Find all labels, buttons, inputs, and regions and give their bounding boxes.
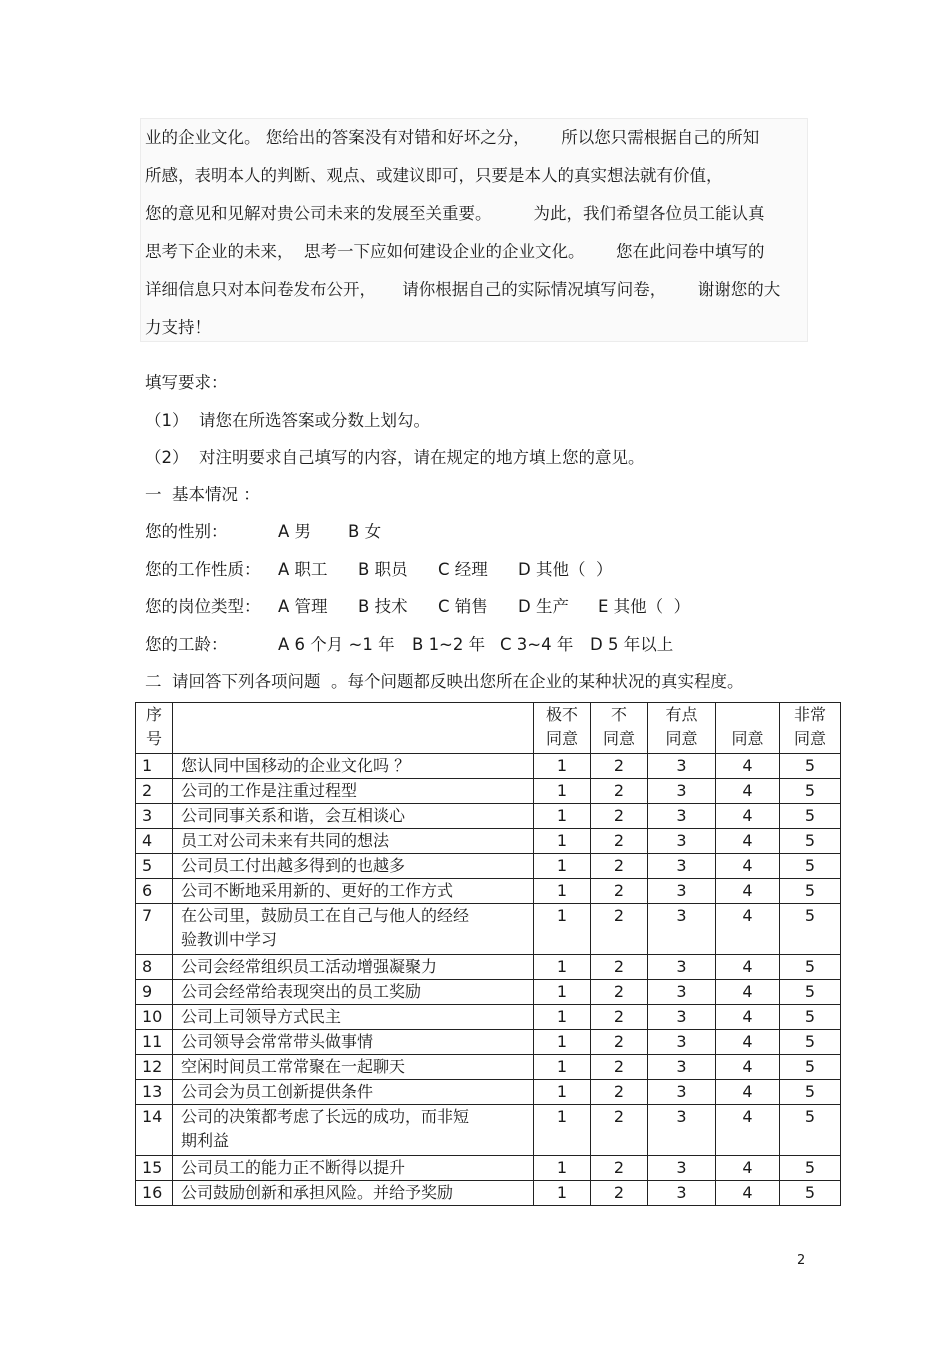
score-option-2[interactable]: 2 — [591, 1055, 648, 1080]
score-option-4[interactable]: 4 — [716, 829, 780, 854]
question-line: 公司同事关系和谐，会互相谈心 — [181, 806, 406, 825]
score-option-4[interactable]: 4 — [716, 854, 780, 879]
row-number: 2 — [136, 779, 173, 804]
score-option-5[interactable]: 5 — [780, 804, 841, 829]
score-option-3[interactable]: 3 — [648, 1055, 716, 1080]
score-option-2[interactable]: 2 — [591, 854, 648, 879]
section2-title: 二 请回答下列各项问题 。每个问题都反映出您所在企业的某种状况的真实程度。 — [145, 672, 744, 691]
intro-paragraph — [140, 118, 808, 342]
question-text — [173, 779, 534, 804]
table-row — [136, 955, 841, 980]
intro-line: 业的企业文化。 您给出的答案没有对错和好坏之分， 所以您只需根据自己的所知 — [145, 128, 760, 147]
question-text — [173, 1105, 534, 1156]
question-line: 公司不断地采用新的、更好的工作方式 — [181, 881, 454, 900]
question-line: 公司鼓励创新和承担风险。并给予奖励 — [181, 1183, 454, 1202]
position-option[interactable]: B 技术 — [358, 597, 408, 616]
table-row — [136, 1105, 841, 1156]
score-option-4[interactable]: 4 — [716, 804, 780, 829]
table-row — [136, 854, 841, 879]
score-option-3[interactable]: 3 — [648, 980, 716, 1005]
score-option-1[interactable]: 1 — [534, 1156, 591, 1181]
intro-line: 力支持！ — [145, 318, 211, 337]
row-number: 12 — [136, 1055, 173, 1080]
question-line: 空闲时间员工常常聚在一起聊天 — [181, 1057, 406, 1076]
score-option-2[interactable]: 2 — [591, 904, 648, 955]
row-number: 14 — [136, 1105, 173, 1156]
score-option-4[interactable]: 4 — [716, 1030, 780, 1055]
score-option-4[interactable]: 4 — [716, 904, 780, 955]
header-score-2: 不 同意 — [591, 703, 648, 754]
table-row — [136, 1156, 841, 1181]
score-option-2[interactable]: 2 — [591, 980, 648, 1005]
table-row — [136, 1055, 841, 1080]
score-option-2[interactable]: 2 — [591, 754, 648, 779]
score-option-1[interactable]: 1 — [534, 955, 591, 980]
score-option-5[interactable]: 5 — [780, 1080, 841, 1105]
survey-table — [135, 702, 841, 1206]
score-option-5[interactable]: 5 — [780, 904, 841, 955]
gender-option[interactable]: A 男 — [278, 522, 312, 541]
row-number: 5 — [136, 854, 173, 879]
score-option-2[interactable]: 2 — [591, 1080, 648, 1105]
score-option-1[interactable]: 1 — [534, 904, 591, 955]
score-option-2[interactable]: 2 — [591, 1030, 648, 1055]
score-option-3[interactable]: 3 — [648, 879, 716, 904]
score-option-2[interactable]: 2 — [591, 955, 648, 980]
header-score-5: 非常 同意 — [780, 703, 841, 754]
score-option-3[interactable]: 3 — [648, 779, 716, 804]
position-option[interactable]: E 其他（ ） — [598, 597, 691, 616]
score-option-1[interactable]: 1 — [534, 1005, 591, 1030]
row-number: 8 — [136, 955, 173, 980]
question-text — [173, 1156, 534, 1181]
score-option-4[interactable]: 4 — [716, 955, 780, 980]
work-nature-option[interactable]: C 经理 — [438, 560, 488, 579]
score-option-3[interactable]: 3 — [648, 1156, 716, 1181]
gender-option[interactable]: B 女 — [348, 522, 382, 541]
table-row — [136, 1080, 841, 1105]
row-number: 10 — [136, 1005, 173, 1030]
question-line: 公司员工付出越多得到的也越多 — [181, 856, 406, 875]
question-line: 公司上司领导方式民主 — [181, 1007, 342, 1026]
intro-line: 思考下企业的未来， 思考一下应如何建设企业的企业文化。 您在此问卷中填写的 — [145, 242, 765, 261]
score-option-5[interactable]: 5 — [780, 955, 841, 980]
row-number: 16 — [136, 1181, 173, 1206]
score-option-1[interactable]: 1 — [534, 1055, 591, 1080]
score-option-4[interactable]: 4 — [716, 1156, 780, 1181]
table-body — [136, 754, 841, 1206]
score-option-1[interactable]: 1 — [534, 829, 591, 854]
score-option-4[interactable]: 4 — [716, 1005, 780, 1030]
question-text — [173, 1005, 534, 1030]
score-option-1[interactable]: 1 — [534, 879, 591, 904]
score-option-2[interactable]: 2 — [591, 1181, 648, 1206]
header-question — [173, 703, 534, 754]
score-option-5[interactable]: 5 — [780, 754, 841, 779]
requirement-item: （1） 请您在所选答案或分数上划勾。 — [145, 411, 430, 430]
score-option-2[interactable]: 2 — [591, 1156, 648, 1181]
score-option-3[interactable]: 3 — [648, 1005, 716, 1030]
score-option-3[interactable]: 3 — [648, 854, 716, 879]
question-line: 您认同中国移动的企业文化吗 ？ — [181, 756, 411, 775]
row-number: 9 — [136, 980, 173, 1005]
question-text — [173, 754, 534, 779]
header-no: 序 号 — [136, 703, 173, 754]
header-score-1: 极不 同意 — [534, 703, 591, 754]
table-row — [136, 829, 841, 854]
score-option-2[interactable]: 2 — [591, 1105, 648, 1156]
score-option-4[interactable]: 4 — [716, 1080, 780, 1105]
score-option-3[interactable]: 3 — [648, 829, 716, 854]
score-option-3[interactable]: 3 — [648, 804, 716, 829]
row-number: 13 — [136, 1080, 173, 1105]
gender-label: 您的性别： — [145, 522, 228, 541]
score-option-3[interactable]: 3 — [648, 1105, 716, 1156]
row-number: 6 — [136, 879, 173, 904]
seniority-option[interactable]: C 3~4 年 — [500, 635, 574, 654]
row-number: 15 — [136, 1156, 173, 1181]
table-row — [136, 1181, 841, 1206]
intro-line: 详细信息只对本问卷发布公开， 请你根据自己的实际情况填写问卷， 谢谢您的大 — [145, 280, 781, 299]
table-row — [136, 1005, 841, 1030]
question-text — [173, 854, 534, 879]
score-option-1[interactable]: 1 — [534, 1105, 591, 1156]
table-row — [136, 804, 841, 829]
row-number: 7 — [136, 904, 173, 955]
score-option-5[interactable]: 5 — [780, 854, 841, 879]
question-text — [173, 1030, 534, 1055]
score-option-1[interactable]: 1 — [534, 779, 591, 804]
score-option-5[interactable]: 5 — [780, 1156, 841, 1181]
seniority-label: 您的工龄： — [145, 635, 228, 654]
score-option-1[interactable]: 1 — [534, 1030, 591, 1055]
score-option-4[interactable]: 4 — [716, 754, 780, 779]
score-option-5[interactable]: 5 — [780, 879, 841, 904]
seniority-option[interactable]: A 6 个月 ~1 年 — [278, 635, 395, 654]
score-option-1[interactable]: 1 — [534, 1181, 591, 1206]
question-line: 期利益 — [181, 1131, 230, 1150]
score-option-5[interactable]: 5 — [780, 1105, 841, 1156]
intro-line: 所感，表明本人的判断、观点、或建议即可，只要是本人的真实想法就有价值， — [145, 166, 723, 185]
position-label: 您的岗位类型： — [145, 597, 261, 616]
question-line: 公司会为员工创新提供条件 — [181, 1082, 374, 1101]
section1-title: 一 基本情况 ： — [145, 485, 260, 504]
score-option-4[interactable]: 4 — [716, 980, 780, 1005]
header-score-4: 同意 — [716, 703, 780, 754]
question-line: 在公司里，鼓励员工在自己与他人的经经 — [181, 906, 470, 925]
question-text — [173, 1080, 534, 1105]
score-option-3[interactable]: 3 — [648, 955, 716, 980]
score-option-1[interactable]: 1 — [534, 804, 591, 829]
score-option-1[interactable]: 1 — [534, 754, 591, 779]
question-line: 验教训中学习 — [181, 930, 278, 949]
score-option-4[interactable]: 4 — [716, 879, 780, 904]
seniority-option[interactable]: B 1~2 年 — [412, 635, 486, 654]
score-option-2[interactable]: 2 — [591, 879, 648, 904]
question-text — [173, 829, 534, 854]
score-option-5[interactable]: 5 — [780, 1030, 841, 1055]
row-number: 1 — [136, 754, 173, 779]
seniority-option[interactable]: D 5 年以上 — [590, 635, 674, 654]
score-option-5[interactable]: 5 — [780, 980, 841, 1005]
work-nature-option[interactable]: D 其他（ ） — [518, 560, 613, 579]
score-option-5[interactable]: 5 — [780, 779, 841, 804]
position-option[interactable]: C 销售 — [438, 597, 488, 616]
question-text — [173, 1181, 534, 1206]
question-text — [173, 1055, 534, 1080]
work-nature-option[interactable]: B 职员 — [358, 560, 408, 579]
question-line: 公司会经常组织员工活动增强凝聚力 — [181, 957, 438, 976]
question-line: 公司的工作是注重过程型 — [181, 781, 358, 800]
question-text — [173, 879, 534, 904]
position-option[interactable]: A 管理 — [278, 597, 328, 616]
table-row — [136, 904, 841, 955]
question-line: 公司领导会常常带头做事情 — [181, 1032, 374, 1051]
requirement-item: （2） 对注明要求自己填写的内容，请在规定的地方填上您的意见。 — [145, 448, 645, 467]
question-text — [173, 904, 534, 955]
score-option-3[interactable]: 3 — [648, 1080, 716, 1105]
score-option-5[interactable]: 5 — [780, 1181, 841, 1206]
position-option[interactable]: D 生产 — [518, 597, 569, 616]
question-line: 公司会经常给表现突出的员工奖励 — [181, 982, 422, 1001]
score-option-5[interactable]: 5 — [780, 829, 841, 854]
score-option-3[interactable]: 3 — [648, 904, 716, 955]
intro-line: 您的意见和见解对贵公司未来的发展至关重要。 为此，我们希望各位员工能认真 — [145, 204, 765, 223]
score-option-3[interactable]: 3 — [648, 1181, 716, 1206]
table-row — [136, 754, 841, 779]
requirements-title: 填写要求： — [145, 373, 228, 392]
row-number: 3 — [136, 804, 173, 829]
score-option-2[interactable]: 2 — [591, 804, 648, 829]
table-row — [136, 1030, 841, 1055]
score-option-2[interactable]: 2 — [591, 829, 648, 854]
score-option-3[interactable]: 3 — [648, 1030, 716, 1055]
row-number: 11 — [136, 1030, 173, 1055]
question-text — [173, 804, 534, 829]
score-option-2[interactable]: 2 — [591, 1005, 648, 1030]
table-row — [136, 980, 841, 1005]
work-nature-option[interactable]: A 职工 — [278, 560, 328, 579]
row-number: 4 — [136, 829, 173, 854]
question-line: 员工对公司未来有共同的想法 — [181, 831, 390, 850]
score-option-5[interactable]: 5 — [780, 1055, 841, 1080]
question-text — [173, 980, 534, 1005]
score-option-5[interactable]: 5 — [780, 1005, 841, 1030]
table-header-row — [136, 703, 841, 754]
table-row — [136, 879, 841, 904]
question-line: 公司的决策都考虑了长远的成功，而非短 — [181, 1107, 470, 1126]
score-option-2[interactable]: 2 — [591, 779, 648, 804]
score-option-4[interactable]: 4 — [716, 779, 780, 804]
score-option-4[interactable]: 4 — [716, 1105, 780, 1156]
question-text — [173, 955, 534, 980]
score-option-3[interactable]: 3 — [648, 754, 716, 779]
header-score-3: 有点 同意 — [648, 703, 716, 754]
page-number: 2 — [797, 1253, 806, 1268]
score-option-4[interactable]: 4 — [716, 1181, 780, 1206]
table-row — [136, 779, 841, 804]
score-option-1[interactable]: 1 — [534, 1080, 591, 1105]
score-option-4[interactable]: 4 — [716, 1055, 780, 1080]
score-option-1[interactable]: 1 — [534, 980, 591, 1005]
score-option-1[interactable]: 1 — [534, 854, 591, 879]
work-nature-label: 您的工作性质： — [145, 560, 261, 579]
question-line: 公司员工的能力正不断得以提升 — [181, 1158, 406, 1177]
